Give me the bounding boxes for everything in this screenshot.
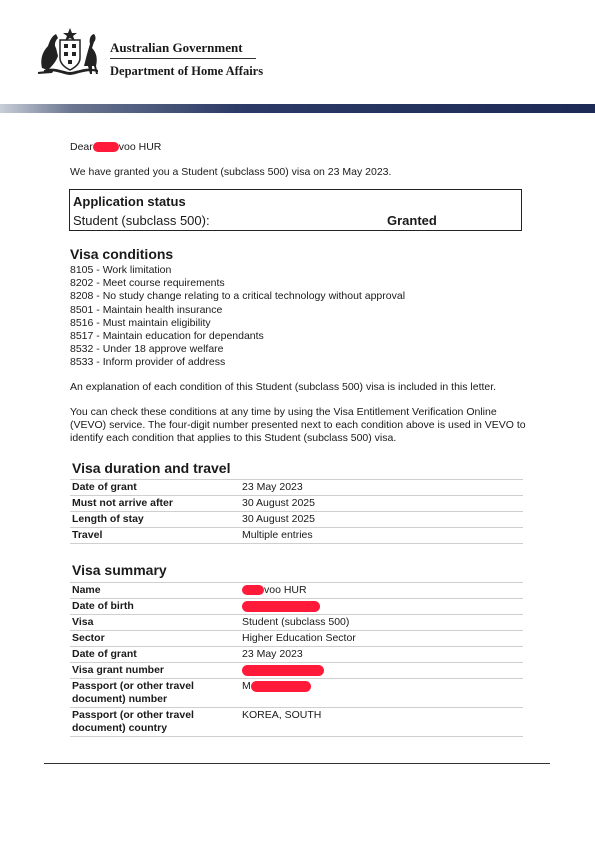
table-row bbox=[70, 631, 523, 647]
duration-table bbox=[70, 479, 523, 544]
list-item: 8105 - Work limitation bbox=[70, 264, 172, 276]
table-row bbox=[70, 496, 523, 512]
table-row bbox=[70, 647, 523, 663]
row-label: Must not arrive after bbox=[70, 496, 240, 512]
table-row bbox=[70, 663, 523, 679]
list-item: 8516 - Must maintain eligibility bbox=[70, 316, 211, 329]
redaction-mark bbox=[251, 681, 311, 692]
list-item: 8208 - No study change relating to a critical technology without approval bbox=[70, 290, 406, 303]
visa-conditions-heading: Visa conditions bbox=[70, 246, 174, 262]
redaction-mark bbox=[242, 585, 264, 595]
conditions-list bbox=[70, 264, 405, 370]
table-row bbox=[70, 615, 523, 631]
status-title: Application status bbox=[73, 194, 186, 209]
row-value bbox=[240, 599, 523, 615]
salutation-name: voo HUR bbox=[118, 141, 162, 153]
row-label: Sector bbox=[70, 631, 240, 647]
list-item: 8501 - Maintain health insurance bbox=[70, 303, 223, 316]
row-value: 23 May 2023 bbox=[240, 647, 523, 663]
row-label: Passport (or other travel document) country bbox=[70, 708, 240, 737]
grant-sentence: We have granted you a Student (subclass 500) visa on 23 May 2023. bbox=[70, 166, 392, 178]
row-label: Date of grant bbox=[70, 480, 240, 496]
row-label: Date of grant bbox=[70, 647, 240, 663]
application-status-box bbox=[69, 189, 522, 231]
list-item: 8533 - Inform provider of address bbox=[70, 356, 226, 369]
table-row bbox=[70, 512, 523, 528]
summary-table bbox=[70, 582, 523, 737]
table-row bbox=[70, 583, 523, 599]
header-divider bbox=[110, 58, 256, 59]
header-banner bbox=[0, 104, 595, 113]
list-item: 8517 - Maintain education for dependants bbox=[70, 330, 264, 343]
row-value: 23 May 2023 bbox=[240, 480, 523, 496]
row-value: KOREA, SOUTH bbox=[240, 708, 523, 737]
row-label: Name bbox=[70, 583, 240, 599]
salutation-prefix: Dear bbox=[70, 141, 93, 153]
redaction-mark bbox=[93, 142, 119, 152]
row-label: Visa bbox=[70, 615, 240, 631]
salutation bbox=[70, 141, 161, 153]
row-value: 30 August 2025 bbox=[240, 496, 523, 512]
row-label: Date of birth bbox=[70, 599, 240, 615]
letterhead bbox=[0, 0, 595, 110]
table-row bbox=[70, 679, 523, 708]
summary-heading: Visa summary bbox=[72, 562, 167, 578]
list-item: 8202 - Meet course requirements bbox=[70, 277, 225, 290]
row-value: 30 August 2025 bbox=[240, 512, 523, 528]
redaction-mark bbox=[242, 665, 324, 676]
row-value bbox=[240, 583, 523, 599]
department-name: Department of Home Affairs bbox=[110, 64, 264, 78]
table-row bbox=[70, 480, 523, 496]
row-value bbox=[240, 663, 523, 679]
footer-divider bbox=[44, 763, 550, 764]
coat-of-arms-logo bbox=[34, 26, 106, 76]
row-value: Multiple entries bbox=[240, 528, 523, 544]
row-label: Passport (or other travel document) number bbox=[70, 679, 240, 708]
conditions-explanation: An explanation of each condition of this Student (subclass 500) visa is included in this letter. bbox=[70, 381, 497, 393]
name-value: voo HUR bbox=[264, 584, 307, 596]
vevo-paragraph: You can check these conditions at any time by using the Visa Entitlement Verification Online (VEVO) service. The four-digit number presented next to each condition above is used in VEVO to identify each condition that applies to this Student (subclass 500) visa. bbox=[70, 406, 526, 445]
duration-heading: Visa duration and travel bbox=[72, 460, 231, 476]
passport-prefix: M bbox=[242, 680, 251, 692]
row-label: Visa grant number bbox=[70, 663, 240, 679]
row-value: Student (subclass 500) bbox=[240, 615, 523, 631]
row-label: Length of stay bbox=[70, 512, 240, 528]
government-name: Australian Government bbox=[110, 40, 243, 55]
table-row bbox=[70, 708, 523, 737]
row-value: Higher Education Sector bbox=[240, 631, 523, 647]
status-value: Granted bbox=[387, 213, 437, 228]
row-value bbox=[240, 679, 523, 708]
redaction-mark bbox=[242, 601, 320, 612]
list-item: 8532 - Under 18 approve welfare bbox=[70, 343, 224, 356]
table-row bbox=[70, 599, 523, 615]
row-label: Travel bbox=[70, 528, 240, 544]
table-row bbox=[70, 528, 523, 544]
status-visa: Student (subclass 500): bbox=[73, 213, 210, 228]
